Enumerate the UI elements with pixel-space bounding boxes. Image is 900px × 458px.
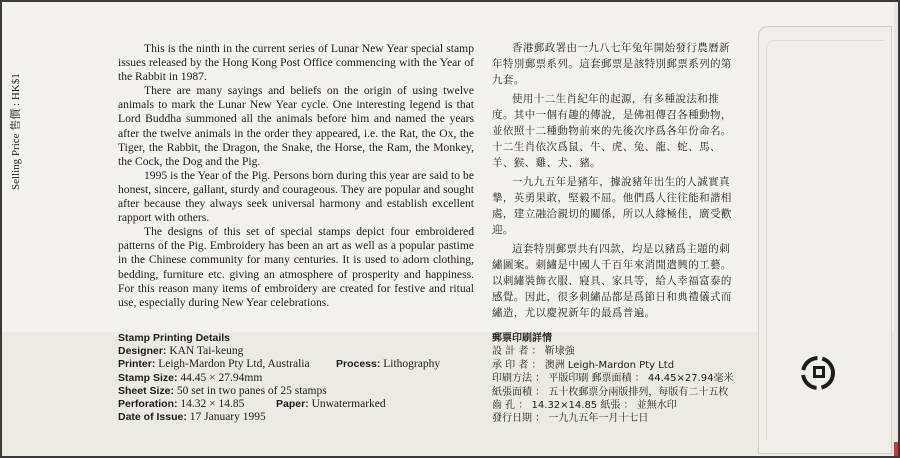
paper-value: Unwatermarked: [311, 397, 386, 410]
zh-designer-row: 設 計 者 ： 靳埭強: [492, 346, 575, 358]
stamp-size-label: Stamp Size:: [118, 371, 178, 384]
zh-sheet-row: 紙張面積 ： 五十枚郵票分兩版排列，每版有二十五枚: [492, 386, 729, 398]
date-of-issue-value: 17 January 1995: [189, 411, 266, 424]
zh-date-row: 發行日期 ： 一九九五年一月十七日: [492, 413, 649, 425]
paper-label: Paper:: [276, 397, 309, 410]
english-paragraph: 1995 is the Year of the Pig. Persons born during this year are said to be honest, sincere, gallant, sturdy and courageous. They are popular and sought after because they always seek universal harmony and establish excellent rapport with others.: [118, 168, 474, 225]
process-value: Lithography: [383, 358, 441, 371]
sheet-size-value: 50 set in two panes of 25 stamps: [176, 384, 327, 397]
stamp-printing-details: [118, 332, 488, 424]
chinese-printing-details: [492, 332, 754, 426]
post-office-logo-icon: [800, 355, 836, 391]
stamp-size-value: 44.45 × 27.94mm: [180, 371, 263, 384]
printer-label: Printer:: [118, 358, 156, 371]
sheet-size-label: Sheet Size:: [118, 384, 175, 397]
selling-price: [3, 20, 23, 200]
zh-process-row: 印刷方法 ： 平版印刷 郵票面積 ： 44.45×27.94毫米: [492, 373, 734, 385]
english-paragraph: There are many sayings and beliefs on the origin of using twelve animals to mark the Lunar New Year cycle. One interesting legend is that Lord Buddha summoned all the animals before him and named the years after the twelve animals in the order they appeared, i.e. the Rat, the Ox, the Tiger, the Rabbit, the Dragon, the Snake, the Horse, the Ram, the Monkey, the Cock, the Dog and the Pig.: [118, 84, 474, 168]
chinese-paragraph: 這套特別郵票共有四款，均是以豬爲主題的刺繡圖案。刺繡是中國人千百年來消閒遣興的工藝。以刺繡裝飾衣服、寢具、家具等，給人幸福富泰的感覺。因此，很多刺繡品都是爲節日和典禮儀式而繡造，尤以慶祝新年的最爲普遍。: [492, 243, 732, 319]
english-description: [118, 42, 474, 310]
zh-details-heading: 郵票印刷詳情: [492, 333, 552, 344]
designer-label: Designer:: [118, 345, 167, 358]
details-heading: Stamp Printing Details: [118, 332, 231, 344]
chinese-paragraph: 使用十二生肖紀年的起源，有多種說法和推度。其中一個有趣的傳說，是佛祖傳召各種動物，並依照十二種動物前來的先後次序爲各年份命名。十二生肖依次爲鼠、牛、虎、兔、龍、蛇、馬、羊、猴、雞、犬、豬。: [492, 93, 732, 169]
english-paragraph: This is the ninth in the current series of Lunar New Year special stamp issues released by the Hong Kong Post Office commencing with the Year of the Rabbit in 1987.: [118, 42, 474, 84]
english-paragraph: The designs of this set of special stamps depict four embroidered patterns of the Pig. Embroidery has been an art as well as a popular pastime in the Chinese community for many centuries. It is used to adorn clothing, bedding, furniture etc. giving an atmosphere of prosperity and happiness. For this reason many items of embroidery are created for festive and ritual use, especially during New Year celebrations.: [118, 225, 474, 309]
selling-price-text: Selling Price 售價 : HK$1: [10, 73, 22, 190]
chinese-paragraph: 一九九五年是豬年，據說豬年出生的人誠實真摯，英勇果敢，堅毅不屈。他們爲人往往能和諧相處，建立融洽親切的關係，所以人緣極佳，廣受歡迎。: [492, 176, 732, 236]
zh-perforation-row: 齒 孔 ： 14.32×14.85 紙張 ： 並無水印: [492, 400, 677, 412]
printer-value: Leigh-Mardon Pty Ltd, Australia: [158, 358, 310, 371]
zh-printer-row: 承 印 者 ： 澳洲 Leigh-Mardon Pty Ltd: [492, 359, 675, 371]
perforation-label: Perforation:: [118, 397, 178, 410]
chinese-paragraph: 香港郵政署由一九八七年兔年開始發行農曆新年特別郵票系列。這套郵票是該特別郵票系列的第九套。: [492, 42, 732, 86]
chinese-description: [492, 40, 734, 324]
process-label: Process:: [336, 358, 381, 371]
designer-value: KAN Tai-keung: [169, 345, 244, 358]
date-of-issue-label: Date of Issue:: [118, 411, 187, 424]
perforation-value: 14.32 × 14.85: [180, 397, 245, 410]
